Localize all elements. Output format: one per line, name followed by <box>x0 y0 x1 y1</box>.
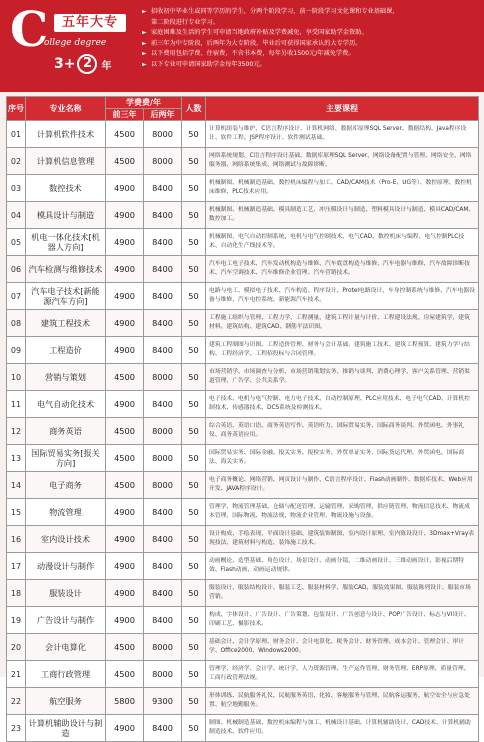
row-major: 计算机辅助设计与制造 <box>26 715 106 742</box>
row-count: 50 <box>182 472 206 499</box>
row-major: 汽车电子技术[新能源汽车方向] <box>26 283 106 310</box>
row-courses: 动画概论、造型基础、角色设计、场景设计、动画分镜、二维动画设计、三维动画设计、影视后期特效、Flash动画、动画运动规律。 <box>206 553 479 580</box>
logo-formula <box>54 54 111 74</box>
note-text: 以下费用包括学费、住宿费，不含书本费，每年另收1500元/年减免学费。 <box>151 50 355 57</box>
row-courses: 电路与电工、模拟电子技术、汽车构造、程序设计、Protel电路设计、车身控制系统与维修、汽车电器设备与维修、汽车电控系统、新能源汽车技术。 <box>206 283 479 310</box>
row-courses: 机械制图、机械制造基础、模具制造工艺、冲压模设计与制造、塑料模具设计与制造、模具CAD/CAM、数控加工。 <box>206 202 479 229</box>
header-count: 人数 <box>182 97 206 121</box>
row-no: 15 <box>7 499 26 526</box>
row-no: 06 <box>7 256 26 283</box>
row-fee-first: 4900 <box>106 256 144 283</box>
row-fee-last: 8000 <box>144 661 182 688</box>
header-courses: 主要课程 <box>206 97 479 121</box>
table-row <box>7 283 479 310</box>
row-no: 13 <box>7 445 26 472</box>
row-no: 17 <box>7 553 26 580</box>
row-major: 电气自动化技术 <box>26 391 106 418</box>
row-fee-last: 8400 <box>144 553 182 580</box>
note-item <box>142 28 478 39</box>
row-courses: 基础会计、会计学原理、财务会计、会计电算化、税务会计、财务管理、成本会计、管理会计、审计学、Office2000、Windows2000。 <box>206 634 479 661</box>
row-count: 50 <box>182 661 206 688</box>
row-courses: 国际贸易实务、国际金融、报关实务、报检实务、外贸单证实务、国际货运代理、外贸函电、国际商法、海关实务。 <box>206 445 479 472</box>
row-major: 国际贸易实务[报关方向] <box>26 445 106 472</box>
row-courses: 汽车电工电子技术、汽车发动机构造与维修、汽车底盘构造与维修、汽车电器与维修、汽车故障诊断技术、汽车空调技术、汽车维修企业管理、汽车营销技术。 <box>206 256 479 283</box>
table-row <box>7 391 479 418</box>
row-no: 09 <box>7 337 26 364</box>
row-major: 电子商务 <box>26 472 106 499</box>
table-row <box>7 580 479 607</box>
row-courses: 电子商务概论、网络营销、网页设计与制作、C语言程序设计、Flash动画制作、数据库技术、Web应用开发、JAVA程序设计。 <box>206 472 479 499</box>
row-major: 汽车检测与维修技术 <box>26 256 106 283</box>
table-row <box>7 418 479 445</box>
row-major: 工程造价 <box>26 337 106 364</box>
row-major: 广告设计与制作 <box>26 607 106 634</box>
row-no: 01 <box>7 121 26 148</box>
row-count: 50 <box>182 553 206 580</box>
row-fee-first: 4900 <box>106 391 144 418</box>
row-courses: 机械制图、机械制造基础、数控机床编程与加工、CAD/CAM技术（Pro-E、UG等）、数控原理、数控机床维修、PLC技术应用。 <box>206 175 479 202</box>
row-fee-last: 9300 <box>144 688 182 715</box>
note-text: 家庭困难及生活的学生可申请当地政府补贴及学费减免，享受国家助学金资助。 <box>151 29 368 36</box>
row-fee-last: 8400 <box>144 607 182 634</box>
table-row <box>7 337 479 364</box>
row-no: 16 <box>7 526 26 553</box>
row-major: 会计电算化 <box>26 634 106 661</box>
note-item <box>142 7 478 18</box>
program-table-wrapper <box>6 96 478 742</box>
header-fee-first: 前三年 <box>106 109 144 121</box>
note-item <box>142 60 478 71</box>
row-major: 计算机信息管理 <box>26 148 106 175</box>
row-courses: 制图、机械制造基础、数控机床编程与加工、机械设计基础、计算机辅助设计、CAD技术、计算机辅助制造技术、软件应用。 <box>206 715 479 742</box>
row-fee-first: 4500 <box>106 472 144 499</box>
row-major: 工商行政管理 <box>26 661 106 688</box>
row-no: 20 <box>7 634 26 661</box>
note-item <box>142 49 478 60</box>
bullet-icon <box>142 18 151 29</box>
row-no: 14 <box>7 472 26 499</box>
program-rows <box>7 121 479 742</box>
row-major: 商务英语 <box>26 418 106 445</box>
row-courses: 建筑工程制图与识图、工程造价管理、财务与会计基础、建筑施工技术、建筑工程预算、建筑力学与结构、工程经济学、工程招投标与合同管理。 <box>206 337 479 364</box>
row-fee-last: 8400 <box>144 580 182 607</box>
row-fee-first: 4500 <box>106 148 144 175</box>
row-no: 03 <box>7 175 26 202</box>
row-fee-last: 8400 <box>144 175 182 202</box>
admission-notes <box>142 7 478 70</box>
row-major: 室内设计技术 <box>26 526 106 553</box>
row-fee-first: 4900 <box>106 229 144 256</box>
row-courses: 管理学、经济学、会计学、统计学、人力资源管理、生产运作管理、财务管理、ERP原理、质量管理、工商行政管理法规。 <box>206 661 479 688</box>
row-major: 物流管理 <box>26 499 106 526</box>
row-fee-first: 4900 <box>106 175 144 202</box>
table-row <box>7 175 479 202</box>
row-fee-last: 8000 <box>144 445 182 472</box>
row-no: 04 <box>7 202 26 229</box>
row-fee-first: 4900 <box>106 607 144 634</box>
table-row <box>7 661 479 688</box>
row-courses: 综合英语、英语口语、商务英语写作、英语听力、国际贸易实务、国际商务谈判、外贸函电、外事礼仪、商务英语应用。 <box>206 418 479 445</box>
table-row <box>7 256 479 283</box>
row-fee-first: 4900 <box>106 202 144 229</box>
row-no: 10 <box>7 364 26 391</box>
row-no: 19 <box>7 607 26 634</box>
row-count: 50 <box>182 337 206 364</box>
row-courses: 工程施工组织与管理、工程力学、工程测量、建筑工程计量与计价、工程建设法规、房屋建筑学、建筑材料、建筑结构、建筑CAD、钢筋平法识图。 <box>206 310 479 337</box>
table-row <box>7 121 479 148</box>
row-count: 50 <box>182 634 206 661</box>
row-no: 08 <box>7 310 26 337</box>
row-major: 模具设计与制造 <box>26 202 106 229</box>
table-row <box>7 634 479 661</box>
row-fee-last: 8000 <box>144 364 182 391</box>
row-count: 50 <box>182 283 206 310</box>
row-count: 50 <box>182 418 206 445</box>
row-no: 05 <box>7 229 26 256</box>
row-count: 50 <box>182 688 206 715</box>
row-fee-first: 4500 <box>106 418 144 445</box>
row-count: 50 <box>182 202 206 229</box>
row-fee-first: 4900 <box>106 337 144 364</box>
table-row <box>7 526 479 553</box>
header-fee-last: 后两年 <box>144 109 182 121</box>
row-courses: 管理学、物流管理基础、仓储与配送管理、运输管理、采购管理、供应链管理、物流信息技术、物流成本管理、国际物流、物流法规、物流企业管理、物流设施与设备。 <box>206 499 479 526</box>
logo-title: 五年大专 <box>54 14 126 32</box>
row-count: 50 <box>182 607 206 634</box>
row-fee-last: 8400 <box>144 715 182 742</box>
row-count: 50 <box>182 175 206 202</box>
note-item <box>142 39 478 50</box>
table-row <box>7 445 479 472</box>
row-count: 50 <box>182 364 206 391</box>
row-courses: 网络系统规划、C语言程序设计基础、数据库原理SQL Server、网络设备配置与管理、网络安全、网络服务器、网络系统集成、网络测试与故障诊断。 <box>206 148 479 175</box>
note-text: 第二阶段进行专业学习。 <box>151 18 220 26</box>
row-major: 服装设计 <box>26 580 106 607</box>
row-fee-last: 8400 <box>144 256 182 283</box>
row-fee-first: 4500 <box>106 634 144 661</box>
note-item <box>142 18 478 29</box>
header-banner <box>0 0 484 92</box>
row-count: 50 <box>182 310 206 337</box>
row-count: 50 <box>182 391 206 418</box>
row-count: 50 <box>182 148 206 175</box>
row-major: 动漫设计与制作 <box>26 553 106 580</box>
row-fee-last: 8400 <box>144 337 182 364</box>
row-fee-last: 8400 <box>144 310 182 337</box>
row-no: 12 <box>7 418 26 445</box>
row-count: 50 <box>182 121 206 148</box>
note-text: 招收初中毕业生或同等学历的学生，分两个阶段学习，前一阶段学习文化课和专业基础课， <box>151 8 399 15</box>
row-major: 建筑工程技术 <box>26 310 106 337</box>
row-fee-first: 4500 <box>106 121 144 148</box>
table-row <box>7 472 479 499</box>
row-no: 23 <box>7 715 26 742</box>
row-count: 50 <box>182 526 206 553</box>
row-fee-last: 8400 <box>144 202 182 229</box>
row-fee-first: 4500 <box>106 445 144 472</box>
bullet-icon: ► <box>142 60 147 68</box>
row-no: 22 <box>7 688 26 715</box>
table-row <box>7 499 479 526</box>
row-count: 50 <box>182 229 206 256</box>
table-row <box>7 364 479 391</box>
row-major: 数控技术 <box>26 175 106 202</box>
header-no: 序号 <box>7 97 26 121</box>
row-count: 50 <box>182 499 206 526</box>
table-row <box>7 607 479 634</box>
row-courses: 设计构成、手绘表现、平面设计基础、建筑装饰制图、室内设计原理、室内陈设设计、3Dmax+Vray表现技法、建筑材料与构造、装饰施工技术。 <box>206 526 479 553</box>
row-no: 07 <box>7 283 26 310</box>
row-fee-last: 8400 <box>144 499 182 526</box>
note-text: 以下专业可申请国家助学金每年3500元。 <box>151 60 266 68</box>
formula-unit: 年 <box>101 60 112 72</box>
row-fee-last: 8400 <box>144 283 182 310</box>
row-fee-last: 8000 <box>144 472 182 499</box>
row-major: 航空服务 <box>26 688 106 715</box>
row-fee-last: 8000 <box>144 121 182 148</box>
row-fee-last: 8400 <box>144 391 182 418</box>
table-row <box>7 715 479 742</box>
table-row <box>7 148 479 175</box>
row-no: 21 <box>7 661 26 688</box>
row-fee-first: 4500 <box>106 364 144 391</box>
row-courses: 机械制图、电气自动控制系统、电机与电气控制技术、电气CAD、数控机床与编程、电气控制PLC技术、自动化生产线技术等。 <box>206 229 479 256</box>
formula-prefix: 3+ <box>54 56 76 72</box>
bullet-icon: ► <box>142 29 147 36</box>
row-count: 50 <box>182 580 206 607</box>
row-fee-first: 4900 <box>106 715 144 742</box>
row-count: 50 <box>182 256 206 283</box>
table-row <box>7 229 479 256</box>
formula-circle: 2 <box>77 54 97 74</box>
table-row <box>7 202 479 229</box>
row-courses: 电子技术、电机与电气控制、电力电子技术、自动控制原理、PLC应用技术、电子电气CAD、计算机控制技术、传感器技术、DCS系统及检测技术。 <box>206 391 479 418</box>
row-major: 计算机软件技术 <box>26 121 106 148</box>
bullet-icon: ► <box>142 39 147 47</box>
note-text: 前三年为中专阶段，后两年为大专阶段，毕业后可获得国家承认的大专学历。 <box>151 39 362 47</box>
logo-subtitle: ollege degree <box>44 38 107 48</box>
row-fee-first: 4900 <box>106 580 144 607</box>
header-major: 专业名称 <box>26 97 106 121</box>
row-major: 营销与策划 <box>26 364 106 391</box>
row-fee-last: 8000 <box>144 418 182 445</box>
row-fee-last: 8000 <box>144 148 182 175</box>
row-fee-last: 8000 <box>144 634 182 661</box>
row-fee-first: 5800 <box>106 688 144 715</box>
row-count: 50 <box>182 445 206 472</box>
row-major: 机电一体化技术[机器人方向] <box>26 229 106 256</box>
row-no: 18 <box>7 580 26 607</box>
row-fee-first: 4500 <box>106 661 144 688</box>
bullet-icon: ► <box>142 8 147 15</box>
row-fee-last: 8400 <box>144 229 182 256</box>
logo-letter: C <box>10 2 49 58</box>
row-fee-last: 8400 <box>144 526 182 553</box>
row-courses: 市场营销学、市场调查与分析、市场营销策划实务、推销与谈判、消费心理学、客户关系管理、营销渠道管理、广告学、公共关系学。 <box>206 364 479 391</box>
row-no: 02 <box>7 148 26 175</box>
row-fee-first: 4900 <box>106 283 144 310</box>
table-row <box>7 310 479 337</box>
row-courses: 服装设计、服装结构设计、服装工艺、服装材料学、服装CAD、服装效果图、服装陈列设计、服装市场营销。 <box>206 580 479 607</box>
table-row <box>7 553 479 580</box>
row-fee-first: 4900 <box>106 526 144 553</box>
bullet-icon: ► <box>142 50 147 57</box>
header-fee-group: 学费费/年 <box>106 97 182 109</box>
row-fee-first: 4900 <box>106 310 144 337</box>
table-row <box>7 688 479 715</box>
program-table <box>6 96 479 742</box>
row-fee-first: 4900 <box>106 499 144 526</box>
row-no: 11 <box>7 391 26 418</box>
row-courses: 形体训练、民航服务礼仪、民航服务英语、化妆、客舱服务与管理、民航客运服务、航空安全与应急处置、航空地勤服务。 <box>206 688 479 715</box>
row-count: 50 <box>182 715 206 742</box>
row-fee-first: 4900 <box>106 553 144 580</box>
row-courses: 构成、字体设计、广告设计、广告策划、包装设计、广告创意与设计、POP广告设计、标志与VI设计、印刷工艺、摄影技术。 <box>206 607 479 634</box>
row-courses: 计算机组装与维护、C语言程序设计、计算机网络、数据库原理SQL Server、数据结构、Java程序设计、软件工程、JSP程序设计、软件测试基础。 <box>206 121 479 148</box>
